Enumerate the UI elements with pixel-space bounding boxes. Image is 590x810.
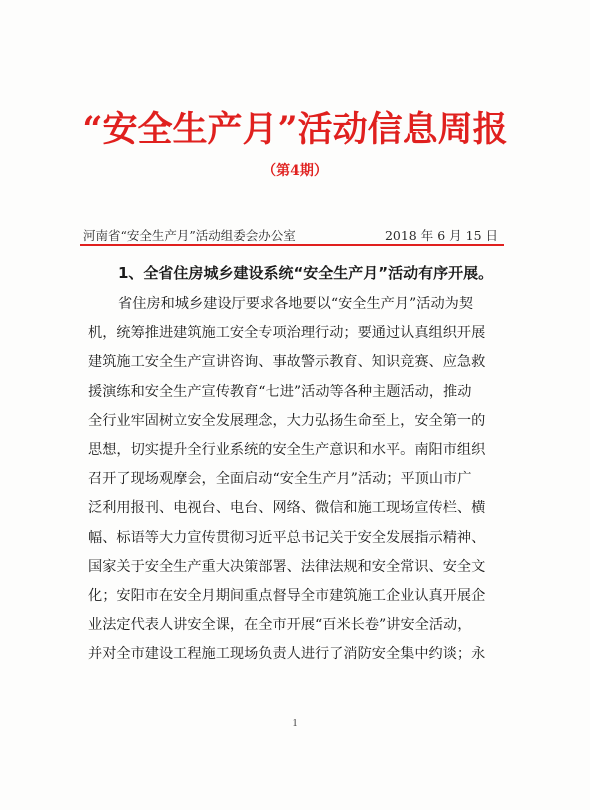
body-line: 省住房和城乡建设厅要求各地要以“安全生产月”活动为契 (118, 296, 474, 312)
body-line: 并对全市建设工程施工现场负责人进行了消防安全集中约谈；永 (88, 646, 486, 663)
issue-number: （第4期） (262, 163, 328, 179)
body-line: 化；安阳市在安全月期间重点督导全市建筑施工企业认真开展企 (88, 587, 486, 604)
report-title: “安全生产月”活动信息周报 (82, 109, 508, 150)
body-line: 建筑施工安全生产宣讲咨询、事故警示教育、知识竞赛、应急救 (88, 354, 486, 371)
issuing-organization: 河南省“安全生产月”活动组委会办公室 (83, 228, 296, 243)
body-text (88, 290, 500, 669)
page-number: 1 (292, 718, 298, 729)
body-line: 援演练和安全生产宣传教育“七进”活动等各种主题活动，推动 (88, 383, 472, 400)
body-line: 思想，切实提升全行业系统的安全生产意识和水平。南阳市组织 (88, 441, 486, 458)
report-header (83, 226, 498, 246)
body-line: 泛利用报刊、电视台、电台、网络、微信和施工现场宣传栏、横 (88, 500, 486, 517)
red-divider-line (80, 244, 504, 246)
body-line: 幅、标语等大力宣传贯彻习近平总书记关于安全发展指示精神、 (88, 529, 486, 546)
body-line: 业法定代表人讲安全课，在全市开展“百米长卷”讲安全活动， (88, 617, 472, 634)
body-line: 全行业牢固树立安全发展理念，大力弘扬生命至上，安全第一的 (88, 412, 486, 429)
body-line: 召开了现场观摩会，全面启动“安全生产月”活动；平顶山市广 (88, 471, 472, 488)
body-line: 国家关于安全生产重大决策部署、法律法规和安全常识、安全文 (88, 558, 486, 575)
report-date: 2018 年 6 月 15 日 (384, 228, 498, 243)
section-heading: 1、全省住房城乡建设系统“安全生产月”活动有序开展。 (118, 264, 494, 282)
body-line: 机，统筹推进建筑施工安全专项治理行动；要通过认真组织开展 (88, 325, 486, 342)
